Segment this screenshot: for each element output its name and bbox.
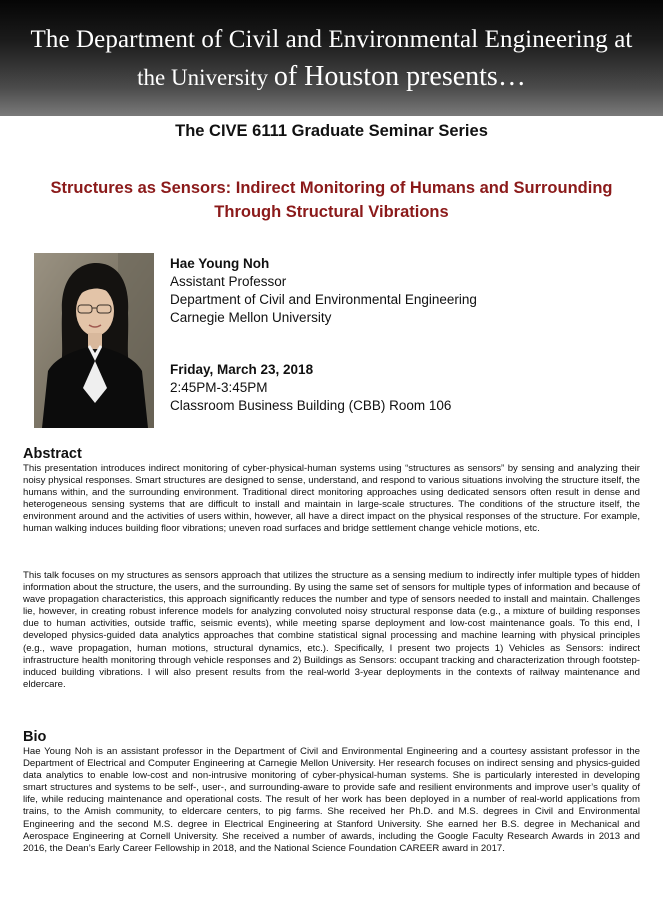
bio-heading: Bio — [23, 729, 47, 745]
abstract-paragraph-2: This talk focuses on my structures as sensors approach that utilizes the structure as a sensing medium to indirectly infer multiple types of hidden information about the structure, the users, and the surrounding. By using the same set of sensors for multiple types of information and because of wave propagation characteristics, this approach significantly reduces the number and type of sensors needed to install and maintain. Challenges lie, however, in creating robust inference models for analyzing convoluted noisy structural response data (e.g., a mixture of building responses due to human activities, outside traffic, seismic events), while meeting sparse deployment and low-cost maintenance goals. To this end, I developed physics-guided data analytics approaches that combine statistical signal processing and machine learning with physical principles (e.g., wave propagation, human motions, structural dynamics, etc.). Specifically, I present two projects 1) Vehicles as Sensors: indirect infrastructure health monitoring through vehicle responses and 2) Buildings as Sensors: occupant tracking and characterization through footstep-induced building vibrations. I will also present results from the real-world 3-year deployments in the contexts of railway maintenance and eldercare. — [23, 570, 640, 690]
header-line-2-emphasis: of Houston presents… — [273, 61, 526, 92]
abstract-paragraph-1: This presentation introduces indirect monitoring of cyber-physical-human systems using “structures as sensors” by sensing and analyzing their noisy physical responses. Smart structures are designed to sense, understand, and respond to various situations involving the structure itself, the humans within, and the surrounding environment. Traditional direct monitoring approaches using dedicated sensors often result in dense and heterogeneous sensing systems that are difficult to install and maintain in large-scale structures. The conditions of the structure itself, the environment around and the activities of users within, however, all have a direct impact on the physical responses of the structure. For example, human walking induces building floor vibrations; uneven road surfaces and bridge settlement change vehicle motions, etc. — [23, 463, 640, 535]
speaker-title: Assistant Professor — [170, 274, 287, 289]
series-title: The CIVE 6111 Graduate Seminar Series — [175, 122, 488, 140]
header-line-1: The Department of Civil and Environmental Engineering at — [30, 26, 633, 53]
header-line-2 — [0, 61, 663, 93]
abstract-heading: Abstract — [23, 446, 82, 462]
speaker-department: Department of Civil and Environmental Engineering — [170, 292, 477, 307]
speaker-info — [170, 255, 477, 327]
event-date: Friday, March 23, 2018 — [170, 362, 314, 377]
bio-paragraph: Hae Young Noh is an assistant professor in the Department of Civil and Environmental Engineering and a courtesy assistant professor in the Department of Electrical and Computer Engineering at Carnegie Mellon University. Her research focuses on indirect sensing and physics-guided data analytics to enable low-cost and non-intrusive monitoring of cyber-physical-human systems. She is particularly interested in developing smart structures and systems to be self-, user-, and surrounding-aware to provide safe and resilient environments and improve user’s quality of life, while reducing maintenance and operational costs. The result of her work has been deployed in a number of real-world applications from trains, to the Amish community, to eldercare centers, to pig farms. She received her Ph.D. and M.S. degrees in Civil and Environmental Engineering and the second M.S. degree in Electrical Engineering at Stanford University. She earned her B.S. degree in Mechanical and Aerospace Engineering at Cornell University. She received a number of awards, including the Google Faculty Research Awards in 2013 and 2016, the Dean’s Early Career Fellowship in 2018, and the National Science Foundation CAREER award in 2017. — [23, 746, 640, 854]
event-time: 2:45PM-3:45PM — [170, 380, 268, 395]
speaker-photo — [34, 253, 154, 428]
speaker-name: Hae Young Noh — [170, 256, 270, 271]
event-location: Classroom Business Building (CBB) Room 106 — [170, 398, 452, 413]
header-line-2-start: the University — [137, 65, 274, 90]
event-info — [170, 361, 451, 415]
talk-title: Structures as Sensors: Indirect Monitoring of Humans and Surrounding Through Structural Vibrations — [50, 179, 613, 221]
header-banner — [0, 0, 663, 116]
speaker-university: Carnegie Mellon University — [170, 310, 332, 325]
